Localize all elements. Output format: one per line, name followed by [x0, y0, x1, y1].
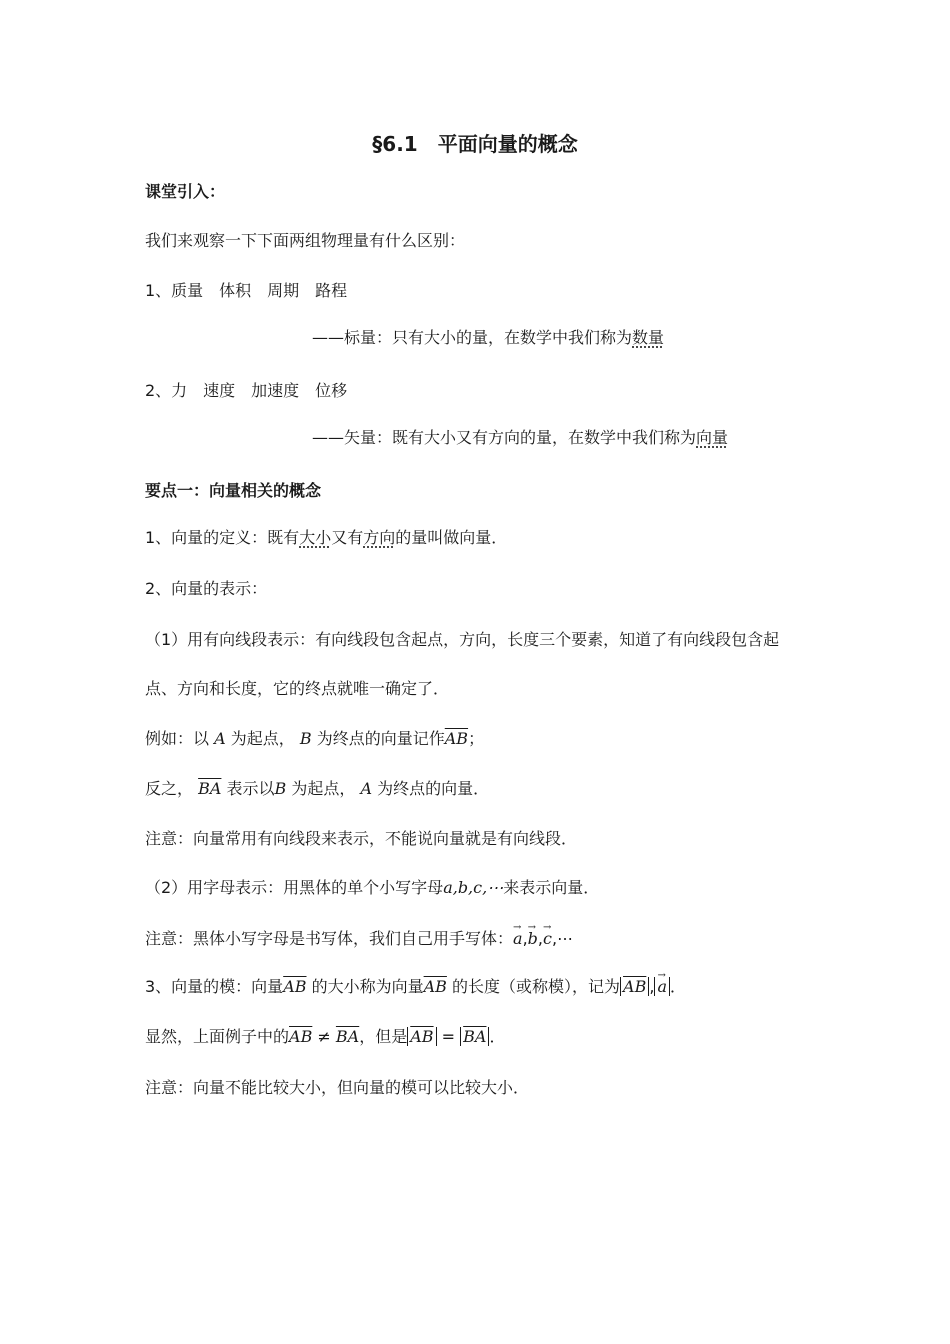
abs-AB	[620, 977, 649, 996]
vector-AB: $\overline{AB}$	[410, 1027, 434, 1046]
modulus-text-c: 的长度（或称模），记为	[452, 977, 621, 996]
period: ．	[489, 1027, 506, 1046]
letters-abc: a,b,c,⋯	[443, 878, 504, 897]
var-B: B	[274, 779, 287, 798]
comma: ,	[522, 929, 528, 948]
vector-AB: $\overline{AB}$	[623, 977, 647, 996]
vector-BA: $\overline{BA}$	[198, 779, 222, 798]
ellipsis: ⋯	[557, 929, 574, 948]
vector-AB: $\overline{AB}$	[283, 977, 307, 996]
scalar-text: ——标量：只有大小的量，在数学中我们称为	[312, 328, 633, 347]
reverse-line	[145, 778, 489, 800]
var-A: A	[360, 779, 373, 798]
vector-AB: $\overline{AB}$	[289, 1027, 313, 1046]
scalar-definition	[312, 327, 664, 349]
obvious-text-b: ，但是	[359, 1027, 408, 1046]
vector-BA: $\overline{BA}$	[335, 1027, 360, 1046]
reverse-text-b: 表示以	[226, 779, 275, 798]
comma: ,	[649, 977, 655, 996]
vector-text: ——矢量：既有大小又有方向的量，在数学中我们称为	[312, 428, 697, 447]
modulus-text-a: 3、向量的模：向量	[145, 977, 284, 996]
intro-heading: 课堂引入：	[145, 182, 226, 201]
representation-1-line2: 点、方向和长度，它的终点就唯一确定了．	[145, 679, 450, 698]
reverse-text-a: 反之，	[145, 779, 194, 798]
def-word-magnitude: 大小	[299, 528, 332, 547]
vector-emphasis: 向量	[696, 428, 729, 447]
representation-1-line1: （1）用有向线段表示：有向线段包含起点，方向，长度三个要素，知道了有向线段包含起	[145, 630, 780, 649]
group1-quantities: 1、质量 体积 周期 路程	[145, 281, 348, 300]
representation-2-line	[145, 877, 599, 899]
def-suffix: 的量叫做向量．	[395, 528, 508, 547]
def-word-direction: 方向	[363, 528, 396, 547]
page-title: §6.1 平面向量的概念	[372, 132, 578, 156]
vector-a: → a	[657, 977, 667, 996]
example-text-c: 为终点的向量记作	[316, 729, 445, 748]
intro-text: 我们来观察一下下面两组物理量有什么区别：	[145, 231, 466, 250]
point1-heading: 要点一：向量相关的概念	[145, 481, 322, 500]
note-1: 注意：向量常用有向线段来表示，不能说向量就是有向线段．	[145, 829, 578, 848]
obvious-line	[145, 1026, 505, 1048]
reverse-text-c: 为起点，	[291, 779, 356, 798]
repr2-suffix: 来表示向量．	[503, 878, 600, 897]
vector-AB: $\overline{AB}$	[444, 729, 469, 748]
abs-a	[654, 977, 670, 996]
repr2-prefix: （2）用字母表示：用黑体的单个小写字母	[145, 878, 444, 897]
example-line	[145, 728, 484, 750]
handwritten-b: → b	[528, 929, 538, 948]
vector-AB: $\overline{AB}$	[423, 977, 447, 996]
modulus-line	[145, 976, 686, 998]
comma: ,	[537, 929, 543, 948]
obvious-text-a: 显然，上面例子中的	[145, 1027, 290, 1046]
period: ．	[669, 977, 686, 996]
abs-AB	[407, 1027, 436, 1046]
handwritten-a: → a	[513, 929, 523, 948]
var-A: A	[214, 729, 226, 748]
comma: ,	[551, 929, 558, 948]
def-prefix: 1、向量的定义：既有	[145, 528, 300, 547]
example-text-d: ；	[468, 729, 485, 748]
vector-BA: $\overline{BA}$	[463, 1027, 487, 1046]
equal-sign: =	[441, 1027, 456, 1046]
modulus-text-b: 的大小称为向量	[311, 977, 424, 996]
example-text-a: 例如：以	[145, 729, 210, 748]
not-equal-sign: ≠	[317, 1027, 331, 1046]
var-B: B	[299, 729, 312, 748]
example-text-b: 为起点，	[230, 729, 295, 748]
note-2	[145, 928, 573, 950]
scalar-emphasis: 数量	[632, 328, 665, 347]
reverse-text-d: 为终点的向量．	[377, 779, 490, 798]
abs-BA	[460, 1027, 489, 1046]
vector-definition	[312, 427, 728, 449]
handwritten-c: → c	[543, 929, 552, 948]
group2-quantities: 2、力 速度 加速度 位移	[145, 381, 348, 400]
note2-prefix: 注意：黑体小写字母是书写体，我们自己用手写体：	[145, 929, 514, 948]
def-mid: 又有	[331, 528, 364, 547]
representation-heading: 2、向量的表示：	[145, 579, 268, 598]
vector-definition-line	[145, 527, 507, 549]
note-3: 注意：向量不能比较大小，但向量的模可以比较大小．	[145, 1078, 530, 1097]
